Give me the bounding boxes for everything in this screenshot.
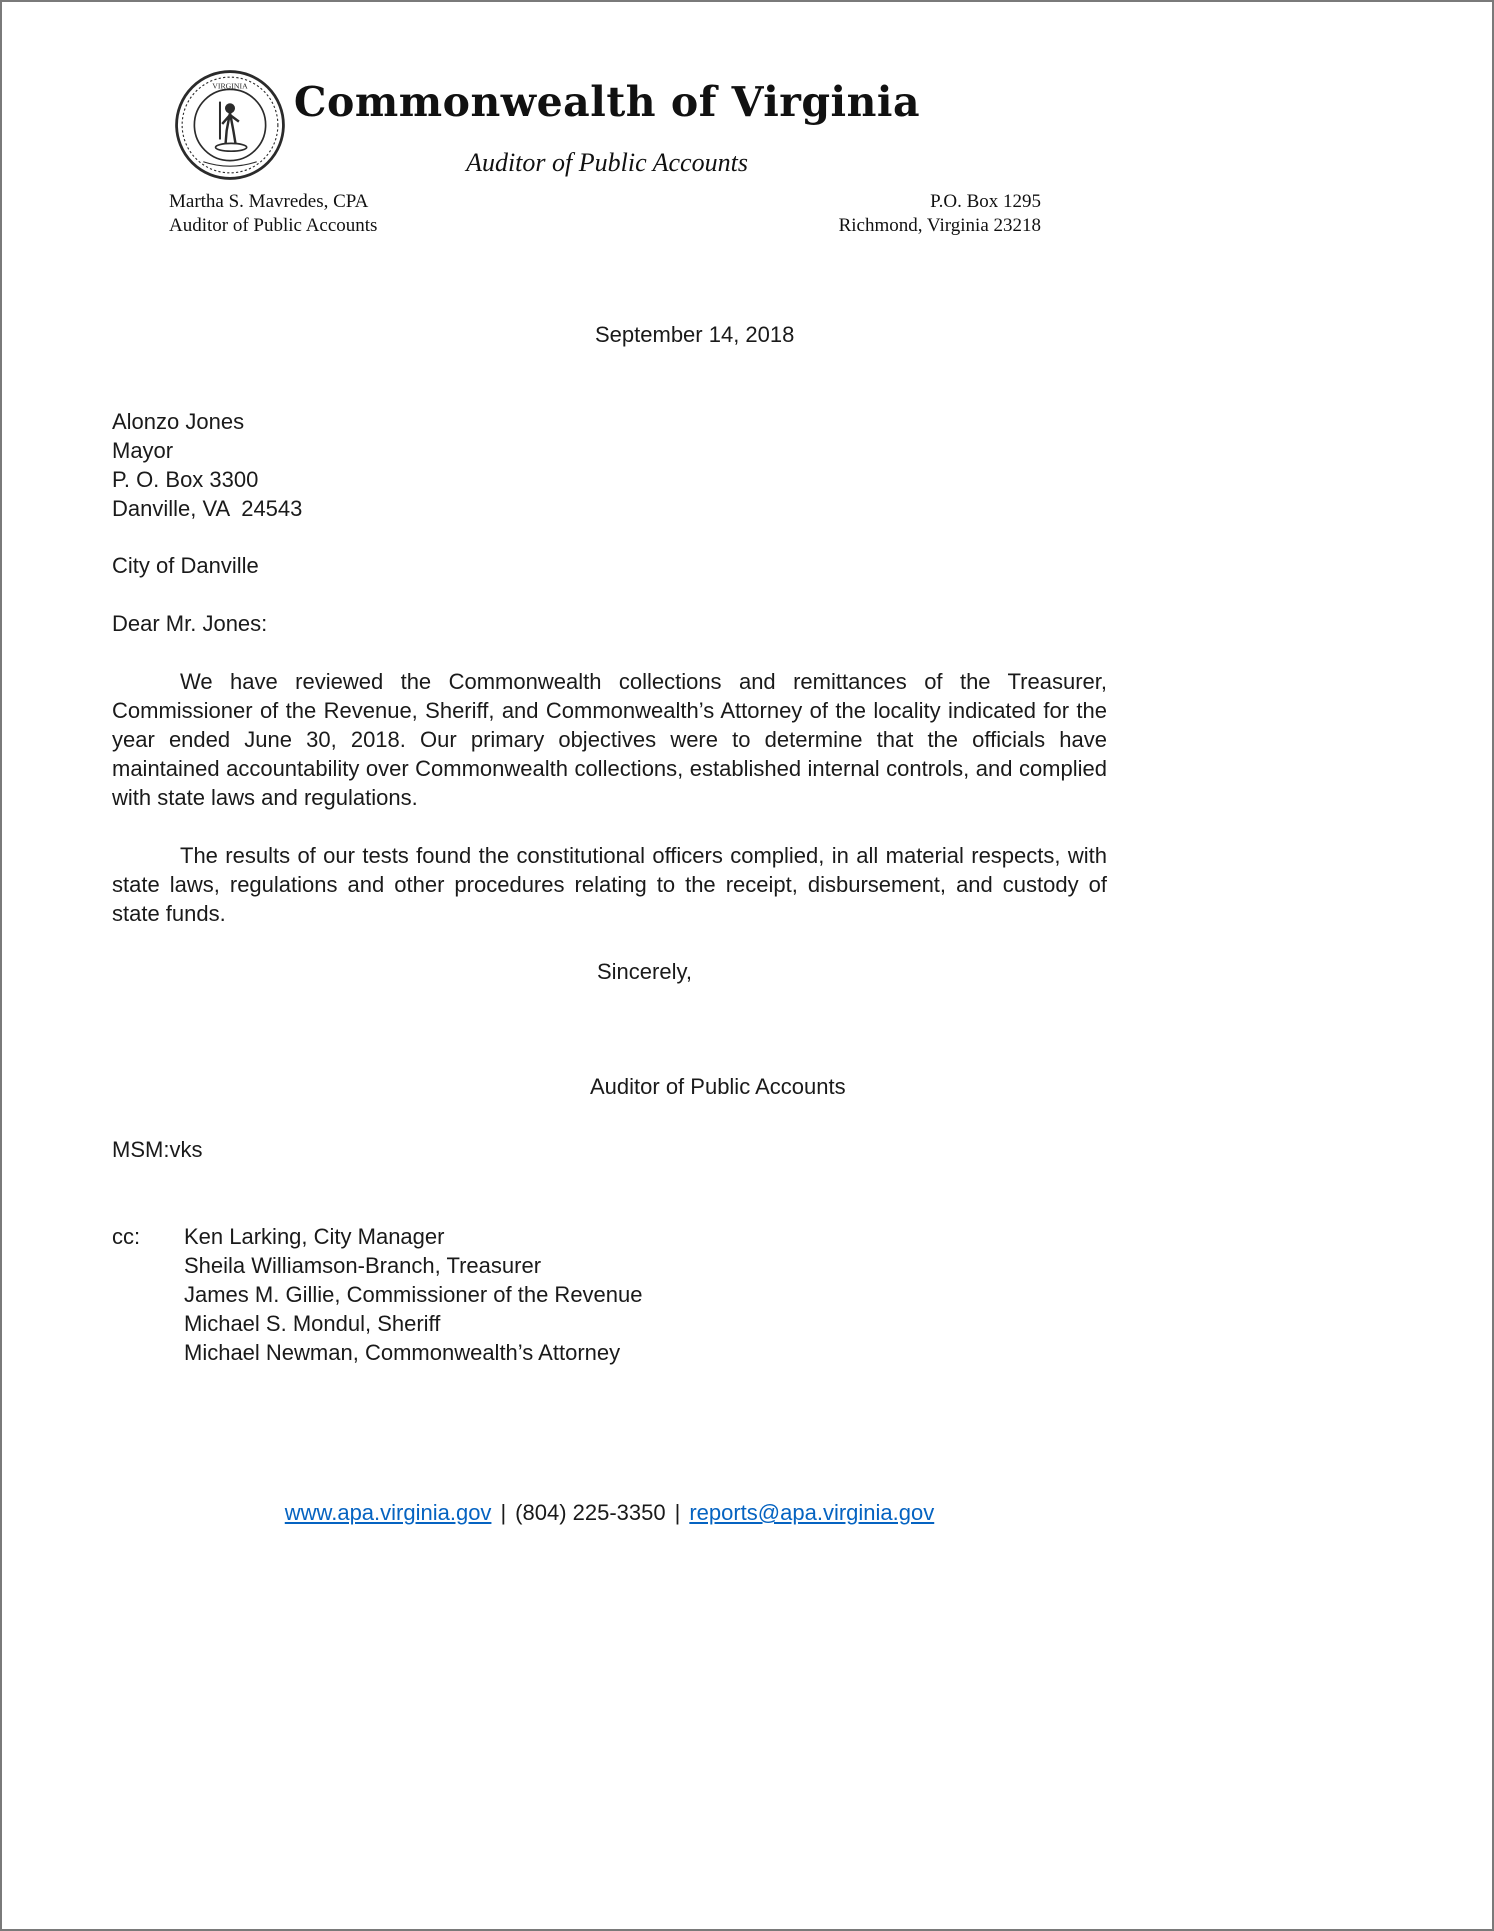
letterhead — [2, 2, 1492, 252]
body-paragraph-1: We have reviewed the Commonwealth collections and remittances of the Treasurer, Commissioner of the Revenue, Sheriff, and Commonwealth’s Attorney of the locality indicated for the year ended June 30, 2018. Our primary objectives were to determine that the officials have maintained accountability over Commonwealth collections, established internal controls, and complied with state laws and regulations. — [112, 669, 1107, 810]
cc-label: cc: — [112, 1224, 141, 1249]
cc-list — [184, 1222, 643, 1367]
official-title: Auditor of Public Accounts — [169, 215, 378, 236]
office-address-block — [839, 190, 1041, 238]
phone-number: (804) 225-3350 — [515, 1500, 666, 1525]
letter-body — [112, 320, 1107, 1367]
cc-block — [112, 1222, 1107, 1367]
cc-item: Sheila Williamson-Branch, Treasurer — [184, 1253, 542, 1278]
official-name: Martha S. Mavredes, CPA — [169, 191, 369, 212]
recipient-block — [112, 407, 1107, 523]
recipient-name: Alonzo Jones — [112, 409, 245, 434]
page-footer — [112, 1498, 1107, 1527]
org-subtitle: Auditor of Public Accounts — [466, 148, 748, 177]
recipient-title: Mayor — [112, 438, 174, 463]
cc-item: Ken Larking, City Manager — [184, 1224, 445, 1249]
website-link[interactable]: www.apa.virginia.gov — [284, 1500, 492, 1525]
recipient-city-state-zip: Danville, VA 24543 — [112, 496, 303, 521]
separator: | — [500, 1500, 507, 1525]
cc-item: Michael S. Mondul, Sheriff — [184, 1311, 441, 1336]
official-contact-block — [169, 190, 377, 238]
date-line: September 14, 2018 — [595, 322, 795, 347]
reference-initials: MSM:vks — [112, 1137, 203, 1162]
svg-text:VIRGINIA: VIRGINIA — [212, 81, 248, 91]
cc-item: Michael Newman, Commonwealth’s Attorney — [184, 1340, 621, 1365]
separator: | — [674, 1500, 681, 1525]
po-box-line: P.O. Box 1295 — [930, 191, 1041, 212]
signature-title: Auditor of Public Accounts — [590, 1074, 846, 1099]
recipient-address: P. O. Box 3300 — [112, 467, 259, 492]
email-link[interactable]: reports@apa.virginia.gov — [689, 1500, 935, 1525]
cc-item: James M. Gillie, Commissioner of the Revenue — [184, 1282, 643, 1307]
org-title: Commonwealth of Virginia — [293, 78, 921, 126]
city-state-zip-line: Richmond, Virginia 23218 — [838, 215, 1041, 236]
closing: Sincerely, — [597, 959, 692, 984]
salutation: Dear Mr. Jones: — [112, 611, 268, 636]
body-paragraph-2: The results of our tests found the constitutional officers complied, in all material respects, with state laws, regulations and other procedures relating to the receipt, disbursement, and custody of state funds. — [112, 843, 1107, 926]
locality-line: City of Danville — [112, 553, 259, 578]
